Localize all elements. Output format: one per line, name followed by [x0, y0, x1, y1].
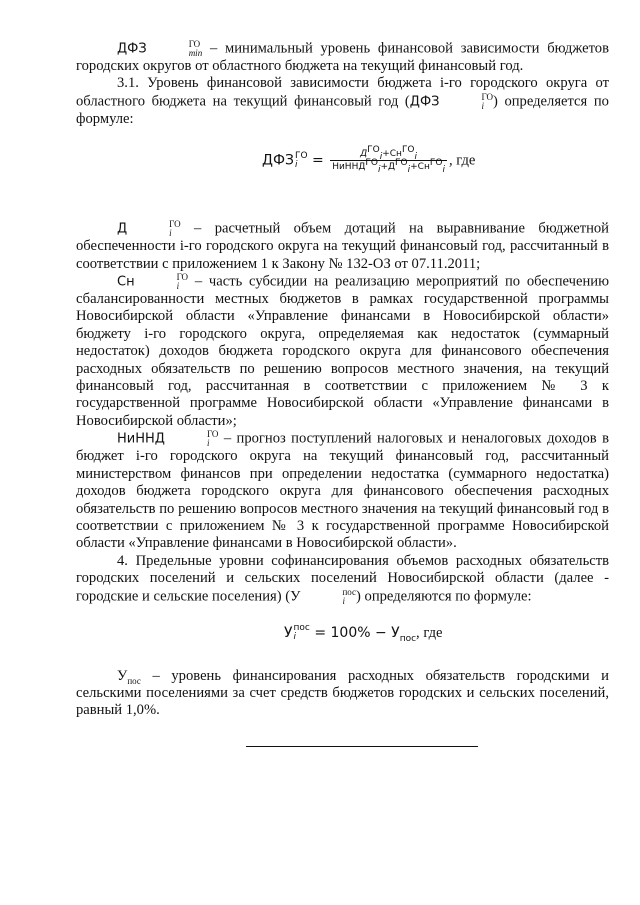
- superscript: ГО: [367, 145, 380, 156]
- symbol-indices: [136, 273, 188, 291]
- paragraph-text: 3.1. Уровень финансовой зависимости бюджета i-го городского округа от областного бюджета на текущий финансовый год (: [76, 75, 609, 110]
- subscript: i: [407, 165, 411, 176]
- subscript: i: [442, 165, 445, 176]
- symbol-indices: [148, 40, 203, 58]
- subscript: i: [176, 281, 180, 292]
- superscript: ГО: [401, 145, 415, 156]
- paragraph-dfz-min: [76, 40, 609, 75]
- subscript: i: [294, 159, 298, 170]
- end-separator-line: [246, 746, 478, 747]
- paragraph-text-end: ) определяются по формуле:: [356, 587, 532, 604]
- paragraph-text: – прогноз поступлений налоговых и неналоговых доходов в бюджет i-го городского округа на текущий финансовый год, рассчитанный министерством финансов при определении недостатка (суммарного недостатка) доходов бюджета городского округа для финансового обеспечения расходных обязательств по решению вопросов местного значения на текущий финансовый год в соответствии с приложением № 3 к государственной программе Новосибирской области «Управление финансами в Новосибирской области».: [76, 430, 609, 552]
- symbol-u: У: [290, 587, 301, 604]
- symbol-sn: Сн: [117, 274, 135, 290]
- superscript: ГО: [294, 150, 308, 161]
- superscript: ГО: [206, 429, 219, 440]
- superscript: пос: [293, 622, 310, 633]
- paragraph-text: 4. Предельные уровни софинансирования объемов расходных обязательств городских поселений и сельских поселений Новосибирской области (далее - городские и сельские поселения) (: [76, 552, 609, 604]
- subscript: i: [414, 152, 418, 163]
- formula-tail: , где: [448, 152, 476, 169]
- symbol-dfz: ДФЗ: [117, 41, 147, 57]
- subscript: пос: [127, 675, 141, 686]
- paragraph-text: – расчетный объем дотаций на выравнивание бюджетной обеспеченности i-го городского округа на текущий финансовый год, рассчитанный в соответствии с приложением 1 к Закону № 132-ОЗ от 07.11.2011;: [76, 220, 609, 272]
- symbol-u: У: [117, 667, 128, 684]
- formula-lhs-indices: [295, 152, 308, 170]
- formula-u-expression: [284, 624, 443, 642]
- superscript: ГО: [481, 91, 493, 102]
- subscript: i: [293, 631, 297, 642]
- denominator-plus-d: +Д: [380, 162, 396, 173]
- formula-tail: , где: [416, 624, 443, 641]
- subscript: i: [169, 228, 172, 239]
- paragraph-sn: [76, 273, 609, 430]
- formula-lhs: У: [284, 624, 293, 641]
- superscript: ГО: [365, 158, 378, 169]
- subscript: пос: [399, 633, 417, 644]
- paragraph-text: – часть субсидии на реализацию мероприятий по обеспечению сбалансированности местных бюджетов в рамках государственной программы Новосибирской области «Управление финансами в Новосибирской области» бюджету i-го городского округа, определяемая как недостаток (суммарный недостаток) доходов бюджета городского округа для финансового обеспечения расходных обязательств по решению вопросов местного значения, на текущий финансовый год, рассчитанная в соответствии с приложением № 3 к государственной программе Новосибирской области «Управление финансами в Новосибирской области»;: [76, 273, 609, 429]
- symbol-indices: [166, 430, 218, 448]
- symbol-indices: [128, 220, 180, 238]
- paragraph-3-1: [76, 75, 609, 128]
- numerator-plus-sn: +Сн: [382, 149, 402, 160]
- subscript: i: [379, 152, 383, 163]
- formula-dfz-expression: [262, 145, 476, 176]
- numerator-d: Д: [360, 149, 368, 160]
- symbol-indices: [440, 93, 492, 111]
- paragraph-4: [76, 553, 609, 606]
- superscript: ГО: [429, 158, 443, 169]
- formula-lhs-indices: [294, 624, 310, 642]
- formula-dfz: [76, 128, 609, 208]
- symbol-dfz: ДФЗ: [409, 94, 440, 110]
- paragraph-u-pos: [76, 668, 609, 720]
- formula-u: [76, 606, 609, 668]
- denominator-ninnd: НиННД: [332, 162, 366, 173]
- symbol-d: Д: [117, 221, 128, 237]
- superscript: ГО: [169, 219, 181, 230]
- formula-mid: = 100% − У: [309, 624, 400, 641]
- paragraph-ninnd: [76, 430, 609, 552]
- symbol-ninnd: НиННД: [117, 431, 165, 447]
- paragraph-text: – уровень финансирования расходных обязательств городскими и сельскими поселениями за счет средств бюджетов городских и сельских поселений, равный 1,0%.: [76, 667, 609, 719]
- formula-fraction: [330, 145, 447, 176]
- document-page: [76, 30, 609, 720]
- subscript: i: [481, 100, 484, 111]
- superscript: ГО: [188, 39, 201, 49]
- paragraph-text: – минимальный уровень финансовой зависимости бюджетов городских округов от областного бюджета на текущий финансовый год.: [76, 40, 609, 74]
- subscript: min: [188, 48, 203, 58]
- formula-lhs: ДФЗ: [262, 152, 294, 169]
- denominator-plus-sn: +Сн: [410, 162, 430, 173]
- superscript: ГО: [395, 158, 408, 169]
- subscript: i: [342, 595, 345, 606]
- symbol-indices: [301, 588, 356, 606]
- superscript: ГО: [176, 272, 189, 283]
- subscript: i: [377, 165, 381, 176]
- fraction-denominator: [330, 158, 447, 176]
- subscript: i: [206, 438, 210, 449]
- superscript: пос: [342, 586, 357, 597]
- paragraph-text-end: ) определяется по формуле:: [76, 93, 609, 127]
- formula-equals: =: [307, 152, 329, 169]
- paragraph-d: [76, 220, 609, 273]
